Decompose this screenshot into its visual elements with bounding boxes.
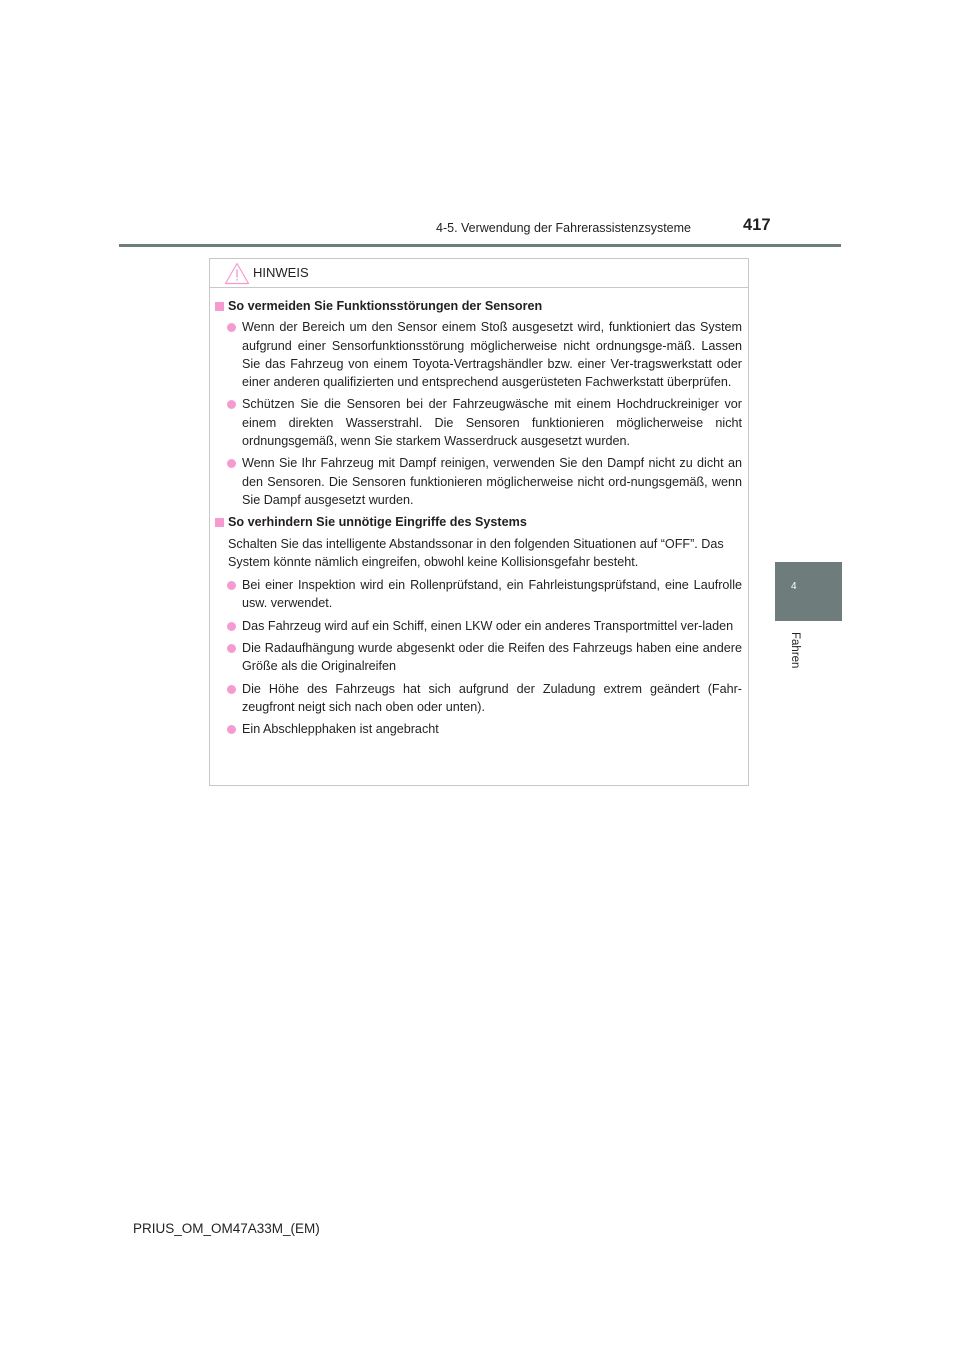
header-title: 4-5. Verwendung der Fahrerassistenzsysteme bbox=[436, 221, 691, 235]
notice-section bbox=[210, 297, 748, 509]
section-heading-text: So verhindern Sie unnötige Eingriffe des Systems bbox=[228, 515, 527, 530]
list-item-text: Das Fahrzeug wird auf ein Schiff, einen LKW oder ein anderes Transportmittel ver-laden bbox=[242, 618, 734, 633]
round-bullet-icon bbox=[227, 400, 236, 409]
list-item bbox=[210, 318, 748, 391]
round-bullet-icon bbox=[227, 725, 236, 734]
list-item-text: Die Höhe des Fahrzeugs hat sich aufgrund der Zuladung extrem geändert (Fahr-zeugfront neigt sich nach oben oder unten). bbox=[242, 681, 742, 714]
round-bullet-icon bbox=[227, 459, 236, 468]
chapter-label: Fahren bbox=[789, 632, 801, 669]
list-item-text: Bei einer Inspektion wird ein Rollenprüfstand, ein Fahrleistungsprüfstand, eine Laufrolle usw. verwendet. bbox=[242, 578, 742, 611]
footer-code: PRIUS_OM_OM47A33M_(EM) bbox=[133, 1221, 320, 1236]
round-bullet-icon bbox=[227, 622, 236, 631]
notice-title: HINWEIS bbox=[253, 265, 309, 280]
round-bullet-icon bbox=[227, 581, 236, 590]
list-item bbox=[210, 617, 748, 635]
list-item bbox=[210, 395, 748, 450]
warning-triangle-icon bbox=[224, 262, 250, 285]
list-item bbox=[210, 454, 748, 509]
round-bullet-icon bbox=[227, 644, 236, 653]
section-heading bbox=[210, 513, 748, 531]
list-item-text: Die Radaufhängung wurde abgesenkt oder die Reifen des Fahrzeugs haben eine andere Größe als die Originalreifen bbox=[242, 641, 742, 674]
section-intro: Schalten Sie das intelligente Abstandssonar in den folgenden Situationen auf “OFF”. Das System könnte nämlich eingreifen, obwohl keine Kollisionsgefahr besteht. bbox=[228, 536, 724, 569]
section-heading-text: So vermeiden Sie Funktionsstörungen der Sensoren bbox=[228, 299, 543, 313]
round-bullet-icon bbox=[227, 685, 236, 694]
section-heading bbox=[210, 297, 748, 315]
list-item bbox=[210, 576, 748, 613]
square-bullet-icon bbox=[215, 518, 224, 527]
page-number: 417 bbox=[743, 216, 771, 234]
notice-body bbox=[210, 297, 748, 743]
chapter-number: 4 bbox=[791, 581, 797, 592]
notice-box bbox=[209, 258, 749, 786]
list-item bbox=[210, 720, 748, 738]
square-bullet-icon bbox=[215, 302, 224, 311]
chapter-tab bbox=[775, 562, 842, 621]
list-item-text: Schützen Sie die Sensoren bei der Fahrzeugwäsche mit einem Hochdruckreiniger vor einem direkten Wasserstrahl. Die Sensoren funktionieren möglicherweise nicht ordnungsgemäß, wenn Sie starkem Wasserdruck ausgesetzt wurden. bbox=[242, 397, 742, 449]
list-item bbox=[210, 639, 748, 676]
header-rule bbox=[119, 244, 841, 247]
round-bullet-icon bbox=[227, 323, 236, 332]
list-item-text: Wenn Sie Ihr Fahrzeug mit Dampf reinigen, verwenden Sie den Dampf nicht zu dicht an den Sensoren. Die Sensoren funktionieren möglicherweise nicht ord-nungsgemäß, wenn Sie Dampf ausgesetzt wurden. bbox=[242, 456, 742, 507]
list-item bbox=[210, 680, 748, 717]
list-item-text: Wenn der Bereich um den Sensor einem Stoß ausgesetzt wird, funktioniert das System aufgrund einer Sensorfunktionsstörung möglicherweise nicht ordnungsge-mäß. Lassen Sie das Fahrzeug von einem Toyota-Vertragshändler bzw. einer Ver-tragswerkstatt oder einer anderen qualifizierten und entsprechend ausgerüsteten Fachwerkstatt überprüfen. bbox=[242, 320, 742, 390]
notice-header bbox=[210, 259, 748, 288]
notice-section bbox=[210, 513, 748, 738]
list-item-text: Ein Abschlepphaken ist angebracht bbox=[242, 722, 439, 737]
